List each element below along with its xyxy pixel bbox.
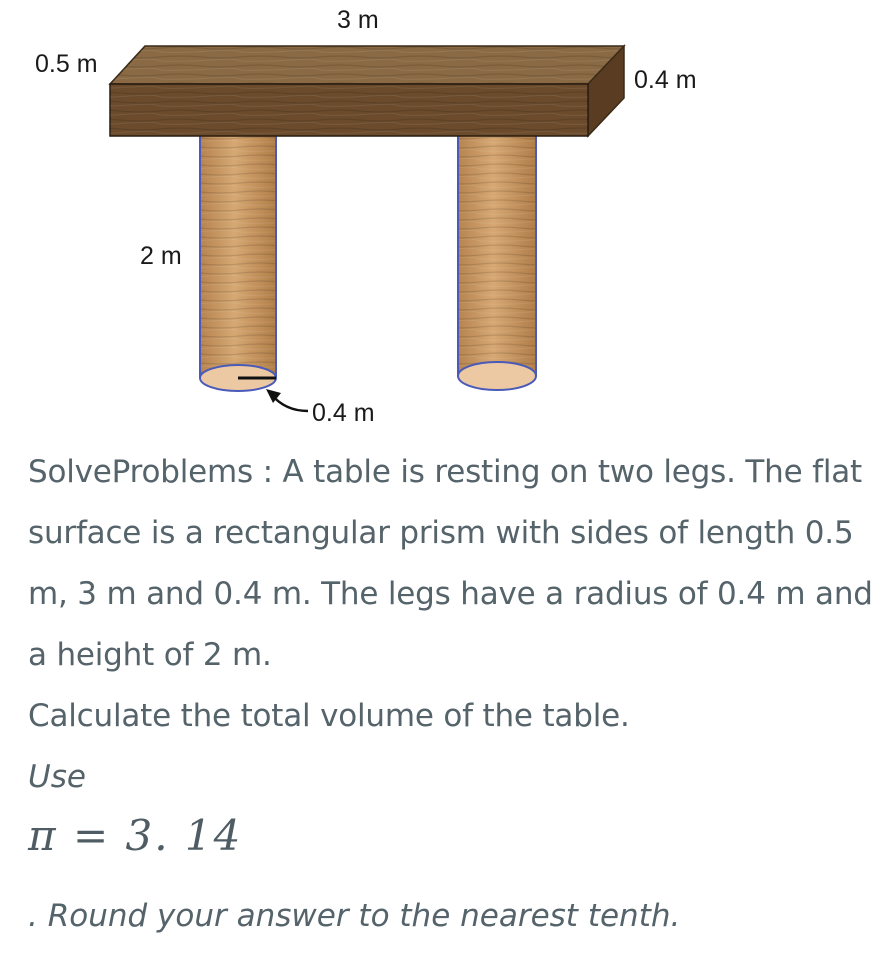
rounding-instruction: . Round your answer to the nearest tenth. <box>28 898 681 934</box>
table-leg-left <box>200 136 276 391</box>
table-leg-right <box>458 136 536 390</box>
radius-arrow <box>266 389 308 411</box>
label-depth: 0.5 m <box>35 50 98 78</box>
pi-formula: π = 3. 14 <box>28 811 243 860</box>
use-label: Use <box>28 759 86 795</box>
label-leg-height: 2 m <box>140 242 182 270</box>
problem-question: Calculate the total volume of the table. <box>28 698 630 734</box>
label-leg-radius: 0.4 m <box>312 399 375 427</box>
table-diagram <box>0 0 895 440</box>
label-length: 3 m <box>337 6 379 34</box>
problem-text <box>28 442 888 934</box>
table-top-prism <box>110 46 624 136</box>
problem-statement: SolveProblems : A table is resting on two legs. The flat surface is a rectangular prism with sides of length 0.5 m, 3 m and 0.4 m. The legs have a radius of 0.4 m and a height of 2 m. <box>28 454 873 673</box>
label-thickness: 0.4 m <box>634 66 697 94</box>
